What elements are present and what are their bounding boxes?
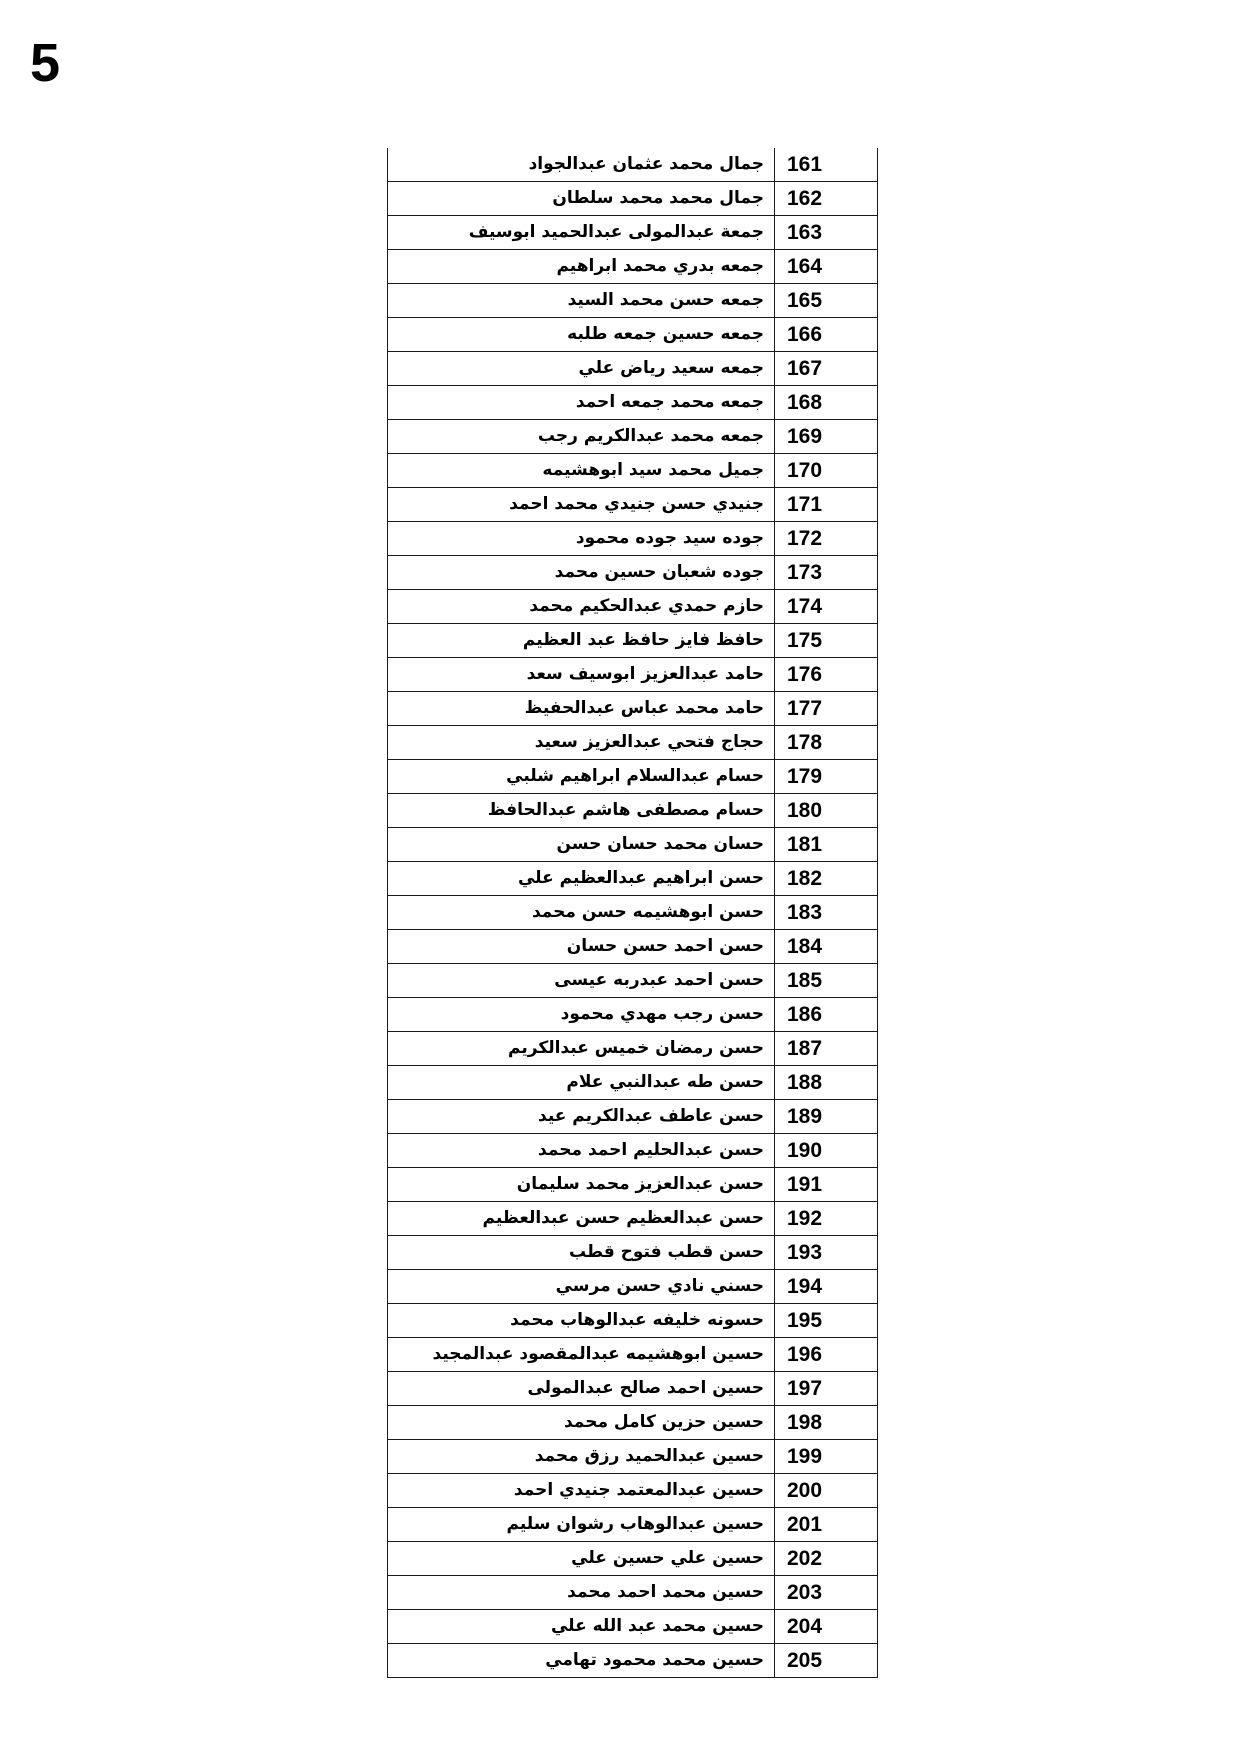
row-number-cell: 190 <box>775 1134 878 1168</box>
row-number-cell: 166 <box>775 318 878 352</box>
row-number-cell: 163 <box>775 216 878 250</box>
table-row <box>388 556 878 590</box>
name-cell: حسن عبدالعزيز محمد سليمان <box>388 1168 775 1202</box>
name-cell: جوده سيد جوده محمود <box>388 522 775 556</box>
table-row <box>388 998 878 1032</box>
name-cell: حسن عبدالعظيم حسن عبدالعظيم <box>388 1202 775 1236</box>
table-row <box>388 794 878 828</box>
row-number-cell: 186 <box>775 998 878 1032</box>
name-cell: حسام مصطفى هاشم عبدالحافظ <box>388 794 775 828</box>
table-row <box>388 1508 878 1542</box>
row-number-cell: 178 <box>775 726 878 760</box>
row-number-cell: 171 <box>775 488 878 522</box>
name-cell: جنيدي حسن جنيدي محمد احمد <box>388 488 775 522</box>
table-row <box>388 182 878 216</box>
table-row <box>388 1440 878 1474</box>
name-cell: حجاج فتحي عبدالعزيز سعيد <box>388 726 775 760</box>
row-number-cell: 197 <box>775 1372 878 1406</box>
table-row <box>388 896 878 930</box>
row-number-cell: 198 <box>775 1406 878 1440</box>
table-row <box>388 692 878 726</box>
name-cell: حسين حزين كامل محمد <box>388 1406 775 1440</box>
table-row <box>388 386 878 420</box>
row-number-cell: 165 <box>775 284 878 318</box>
table-row <box>388 318 878 352</box>
name-cell: حامد محمد عباس عبدالحفيظ <box>388 692 775 726</box>
name-cell: حسن رمضان خميس عبدالكريم <box>388 1032 775 1066</box>
name-cell: حسن عاطف عبدالكريم عيد <box>388 1100 775 1134</box>
row-number-cell: 169 <box>775 420 878 454</box>
table-row <box>388 216 878 250</box>
name-cell: حسن عبدالحليم احمد محمد <box>388 1134 775 1168</box>
name-cell: حسني نادي حسن مرسي <box>388 1270 775 1304</box>
row-number-cell: 193 <box>775 1236 878 1270</box>
table-row <box>388 420 878 454</box>
name-cell: حسين محمد محمود تهامي <box>388 1644 775 1678</box>
table-row <box>388 964 878 998</box>
table-row <box>388 1406 878 1440</box>
row-number-cell: 194 <box>775 1270 878 1304</box>
table-row <box>388 1338 878 1372</box>
row-number-cell: 164 <box>775 250 878 284</box>
row-number-cell: 192 <box>775 1202 878 1236</box>
table-row <box>388 1066 878 1100</box>
row-number-cell: 196 <box>775 1338 878 1372</box>
name-cell: حسن طه عبدالنبي علام <box>388 1066 775 1100</box>
table-row <box>388 828 878 862</box>
row-number-cell: 180 <box>775 794 878 828</box>
name-cell: جميل محمد سيد ابوهشيمه <box>388 454 775 488</box>
names-table-body <box>388 148 878 1678</box>
table-row <box>388 1372 878 1406</box>
name-cell: حامد عبدالعزيز ابوسيف سعد <box>388 658 775 692</box>
name-cell: جمال محمد عثمان عبدالجواد <box>388 148 775 182</box>
row-number-cell: 182 <box>775 862 878 896</box>
table-row <box>388 1270 878 1304</box>
row-number-cell: 188 <box>775 1066 878 1100</box>
row-number-cell: 202 <box>775 1542 878 1576</box>
table-row <box>388 148 878 182</box>
row-number-cell: 162 <box>775 182 878 216</box>
table-row <box>388 352 878 386</box>
name-cell: حسان محمد حسان حسن <box>388 828 775 862</box>
name-cell: حسين ابوهشيمه عبدالمقصود عبدالمجيد <box>388 1338 775 1372</box>
table-row <box>388 1236 878 1270</box>
name-cell: حسونه خليفه عبدالوهاب محمد <box>388 1304 775 1338</box>
table-row <box>388 930 878 964</box>
table-row <box>388 522 878 556</box>
table-row <box>388 284 878 318</box>
name-cell: حسين احمد صالح عبدالمولى <box>388 1372 775 1406</box>
name-cell: حسين علي حسين علي <box>388 1542 775 1576</box>
name-cell: جمعه حسن محمد السيد <box>388 284 775 318</box>
row-number-cell: 185 <box>775 964 878 998</box>
row-number-cell: 172 <box>775 522 878 556</box>
row-number-cell: 175 <box>775 624 878 658</box>
row-number-cell: 203 <box>775 1576 878 1610</box>
name-cell: حافظ فايز حافظ عبد العظيم <box>388 624 775 658</box>
name-cell: جمعه محمد جمعه احمد <box>388 386 775 420</box>
row-number-cell: 167 <box>775 352 878 386</box>
table-row <box>388 1474 878 1508</box>
table-row <box>388 250 878 284</box>
table-row <box>388 862 878 896</box>
table-row <box>388 488 878 522</box>
row-number-cell: 187 <box>775 1032 878 1066</box>
row-number-cell: 189 <box>775 1100 878 1134</box>
name-cell: جوده شعبان حسين محمد <box>388 556 775 590</box>
name-cell: جمعة عبدالمولى عبدالحميد ابوسيف <box>388 216 775 250</box>
table-row <box>388 1304 878 1338</box>
name-cell: حسن رجب مهدي محمود <box>388 998 775 1032</box>
table-row <box>388 1644 878 1678</box>
row-number-cell: 161 <box>775 148 878 182</box>
table-row <box>388 624 878 658</box>
name-cell: جمال محمد محمد سلطان <box>388 182 775 216</box>
row-number-cell: 199 <box>775 1440 878 1474</box>
name-cell: حسين محمد عبد الله علي <box>388 1610 775 1644</box>
row-number-cell: 204 <box>775 1610 878 1644</box>
name-cell: حسن احمد عبدربه عيسى <box>388 964 775 998</box>
row-number-cell: 176 <box>775 658 878 692</box>
table-row <box>388 1610 878 1644</box>
name-cell: جمعه حسين جمعه طلبه <box>388 318 775 352</box>
row-number-cell: 181 <box>775 828 878 862</box>
row-number-cell: 183 <box>775 896 878 930</box>
table-row <box>388 726 878 760</box>
name-cell: حسين عبدالوهاب رشوان سليم <box>388 1508 775 1542</box>
table-row <box>388 658 878 692</box>
name-cell: جمعه محمد عبدالكريم رجب <box>388 420 775 454</box>
table-row <box>388 1202 878 1236</box>
name-cell: حسين عبدالحميد رزق محمد <box>388 1440 775 1474</box>
row-number-cell: 195 <box>775 1304 878 1338</box>
row-number-cell: 170 <box>775 454 878 488</box>
row-number-cell: 191 <box>775 1168 878 1202</box>
name-cell: حسين محمد احمد محمد <box>388 1576 775 1610</box>
row-number-cell: 168 <box>775 386 878 420</box>
row-number-cell: 177 <box>775 692 878 726</box>
row-number-cell: 200 <box>775 1474 878 1508</box>
table-row <box>388 1100 878 1134</box>
name-cell: حازم حمدي عبدالحكيم محمد <box>388 590 775 624</box>
name-cell: حسين عبدالمعتمد جنيدي احمد <box>388 1474 775 1508</box>
table-row <box>388 1032 878 1066</box>
table-row <box>388 760 878 794</box>
name-cell: حسن قطب فتوح قطب <box>388 1236 775 1270</box>
row-number-cell: 184 <box>775 930 878 964</box>
name-cell: حسن ابوهشيمه حسن محمد <box>388 896 775 930</box>
name-cell: حسن احمد حسن حسان <box>388 930 775 964</box>
row-number-cell: 179 <box>775 760 878 794</box>
table-row <box>388 1134 878 1168</box>
table-row <box>388 1576 878 1610</box>
table-row <box>388 590 878 624</box>
row-number-cell: 205 <box>775 1644 878 1678</box>
row-number-cell: 201 <box>775 1508 878 1542</box>
name-cell: جمعه بدري محمد ابراهيم <box>388 250 775 284</box>
names-table <box>387 148 878 1678</box>
name-cell: جمعه سعيد رياض علي <box>388 352 775 386</box>
table-row <box>388 454 878 488</box>
row-number-cell: 173 <box>775 556 878 590</box>
page-number: 5 <box>30 33 61 93</box>
table-row <box>388 1542 878 1576</box>
name-cell: حسام عبدالسلام ابراهيم شلبي <box>388 760 775 794</box>
row-number-cell: 174 <box>775 590 878 624</box>
table-row <box>388 1168 878 1202</box>
name-cell: حسن ابراهيم عبدالعظيم علي <box>388 862 775 896</box>
